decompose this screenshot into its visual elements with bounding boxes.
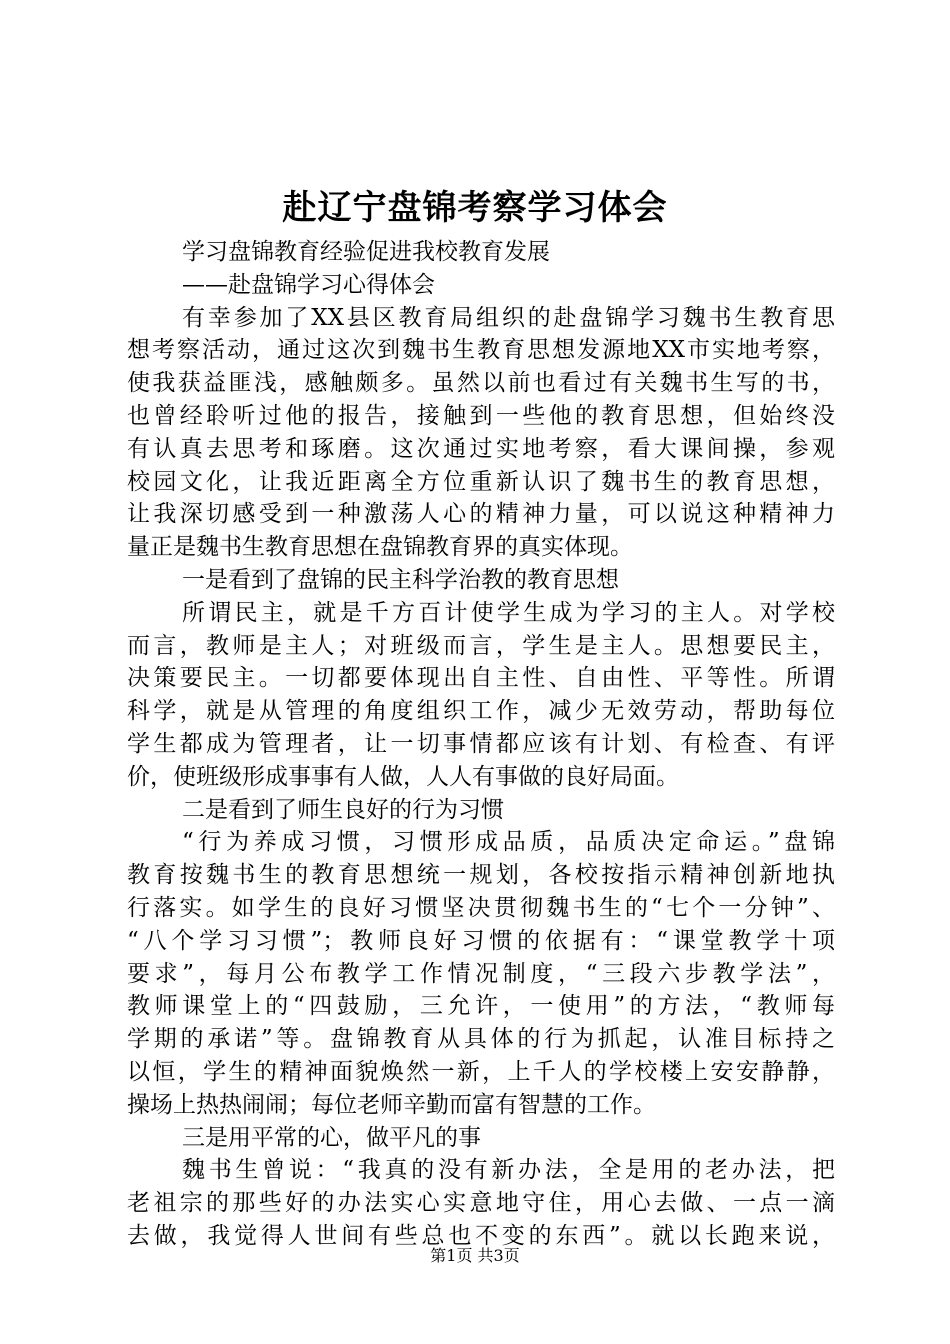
- section-heading: 二是看到了师生良好的行为习惯: [182, 796, 504, 823]
- paragraph-line: 教师课堂上的“四鼓励，三允许，一使用”的方法，“教师每: [127, 993, 835, 1020]
- paragraph-line: “八个学习习惯”；教师良好习惯的依据有：“课堂教学十项: [127, 927, 835, 954]
- paragraph-line: 价，使班级形成事事有人做，人人有事做的良好局面。: [127, 763, 679, 790]
- paragraph-line: 想考察活动，通过这次到魏书生教育思想发源地XX市实地考察，: [127, 337, 835, 364]
- paragraph-line: 要求”，每月公布教学工作情况制度，“三段六步教学法”，: [127, 960, 835, 987]
- paragraph-line: 学生都成为管理者，让一切事情都应该有计划、有检查、有评: [127, 730, 835, 757]
- paragraph-line: 行落实。如学生的良好习惯坚决贯彻魏书生的“七个一分钟”、: [127, 894, 835, 921]
- subtitle-line: ——赴盘锦学习心得体会: [182, 271, 435, 298]
- paragraph-line: 使我获益匪浅，感触颇多。虽然以前也看过有关魏书生写的书，: [127, 370, 835, 397]
- document-body: [127, 236, 835, 1253]
- section-heading: 一是看到了盘锦的民主科学治教的教育思想: [182, 566, 619, 593]
- paragraph-line: 也曾经聆听过他的报告，接触到一些他的教育思想，但始终没: [127, 402, 835, 429]
- paragraph-line: 去做，我觉得人世间有些总也不变的东西”。就以长跑来说，: [127, 1222, 835, 1249]
- paragraph-line: 让我深切感受到一种激荡人心的精神力量，可以说这种精神力: [127, 501, 835, 528]
- document-title: 赴辽宁盘锦考察学习体会: [282, 188, 668, 228]
- paragraph-line: 魏书生曾说：“我真的没有新办法，全是用的老办法，把: [182, 1157, 835, 1184]
- paragraph-line: 以恒，学生的精神面貌焕然一新，上千人的学校楼上安安静静，: [127, 1058, 835, 1085]
- paragraph-line: 学期的承诺”等。盘锦教育从具体的行为抓起，认准目标持之: [127, 1026, 835, 1053]
- paragraph-line: 老祖宗的那些好的办法实心实意地守住，用心去做、一点一滴: [127, 1190, 835, 1217]
- section-heading: 三是用平常的心，做平凡的事: [182, 1124, 481, 1151]
- paragraph-line: 量正是魏书生教育思想在盘锦教育界的真实体现。: [127, 534, 633, 561]
- paragraph-line: 而言，教师是主人；对班级而言，学生是主人。思想要民主，: [127, 632, 835, 659]
- page-footer: 第1页 共3页: [430, 1246, 520, 1265]
- paragraph-line: 决策要民主。一切都要体现出自主性、自由性、平等性。所谓: [127, 665, 835, 692]
- paragraph-line: “行为养成习惯，习惯形成品质，品质决定命运。”盘锦: [182, 829, 835, 856]
- paragraph-line: 所谓民主，就是千方百计使学生成为学习的主人。对学校: [182, 599, 835, 626]
- paragraph-line: 有幸参加了XX县区教育局组织的赴盘锦学习魏书生教育思: [182, 304, 835, 331]
- paragraph-line: 教育按魏书生的教育思想统一规划，各校按指示精神创新地执: [127, 862, 835, 889]
- paragraph-line: 科学，就是从管理的角度组织工作，减少无效劳动，帮助每位: [127, 698, 835, 725]
- paragraph-line: 操场上热热闹闹；每位老师辛勤而富有智慧的工作。: [127, 1091, 656, 1118]
- paragraph-line: 有认真去思考和琢磨。这次通过实地考察，看大课间操，参观: [127, 435, 835, 462]
- subtitle-line: 学习盘锦教育经验促进我校教育发展: [182, 239, 550, 265]
- paragraph-line: 校园文化，让我近距离全方位重新认识了魏书生的教育思想，: [127, 468, 835, 495]
